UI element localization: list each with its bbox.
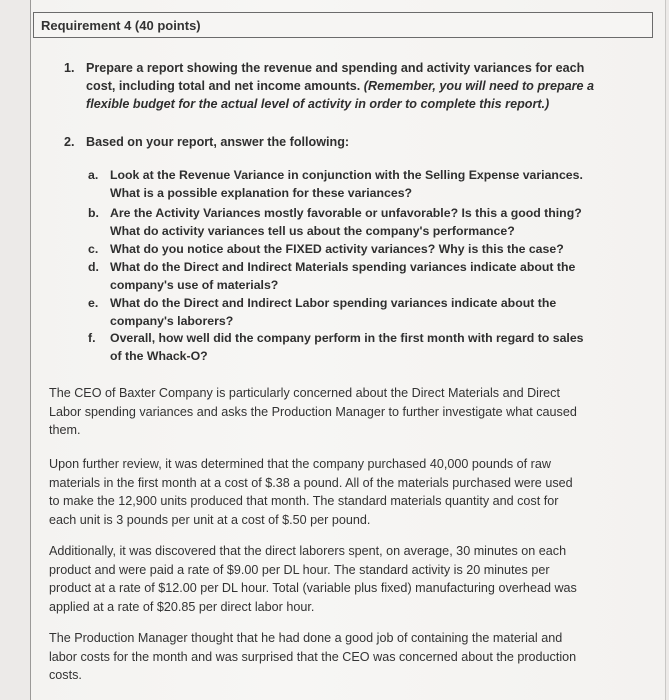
paragraph-line: costs.	[49, 668, 82, 682]
paragraph-line: them.	[49, 423, 81, 437]
paragraph-line: applied at a rate of $20.85 per direct labor hour.	[49, 599, 315, 614]
sub-question-letter: d.	[88, 260, 99, 274]
question-1	[64, 59, 654, 115]
requirement-header	[33, 12, 653, 38]
question-number: 1.	[64, 61, 75, 75]
question-number: 2.	[64, 135, 75, 149]
paragraph-materials-review	[49, 455, 573, 529]
sub-question-line: What do the Direct and Indirect Materials spending variances indicate about the	[110, 260, 576, 274]
sub-question-line: of the Whack-O?	[110, 348, 208, 363]
paragraph-line: The Production Manager thought that he had done a good job of containing the material and	[49, 631, 563, 645]
sub-question-letter: f.	[88, 331, 96, 345]
question-line: cost, including total and net income amounts.	[86, 79, 361, 93]
paragraph-ceo-concern	[49, 384, 577, 440]
paragraph-line: materials in the first month at a cost of $.38 a pound. All of the materials purchased were used	[49, 475, 573, 490]
sub-question-line: company's use of materials?	[110, 277, 279, 292]
sub-question-letter: b.	[88, 206, 99, 220]
paragraph-line: to make the 12,900 units produced that month. The standard materials quantity and cost for	[49, 494, 559, 508]
sub-question-letter: c.	[88, 242, 99, 256]
paragraph-line: labor costs for the month and was surprised that the CEO was concerned about the production	[49, 649, 577, 664]
paragraph-line: Upon further review, it was determined that the company purchased 40,000 pounds of raw	[49, 457, 551, 471]
sub-question-line: What is a possible explanation for these variances?	[110, 185, 413, 200]
paragraph-labor-review	[49, 542, 577, 616]
question-line-mixed	[86, 77, 594, 95]
sub-question-letter: e.	[88, 296, 99, 310]
question-line: Based on your report, answer the following:	[86, 135, 350, 149]
sub-question-letter: a.	[88, 168, 99, 182]
sub-question-line: What do activity variances tell us about the company's performance?	[110, 223, 515, 238]
paragraph-line: product and were paid a rate of $9.00 per DL hour. The standard activity is 20 minutes per	[49, 562, 550, 577]
question-2	[64, 133, 654, 153]
question-italic-note: (Remember, you will need to prepare a	[363, 79, 595, 93]
sub-question-line: Overall, how well did the company perform in the first month with regard to sales	[110, 331, 584, 345]
question-line: flexible budget for the actual level of activity in order to complete this report.)	[86, 97, 550, 111]
paragraph-line: each unit is 3 pounds per unit at a cost of $.50 per pound.	[49, 512, 371, 527]
paragraph-line: The CEO of Baxter Company is particularly concerned about the Direct Materials and Direct	[49, 386, 560, 400]
sub-question-line: company's laborers?	[110, 313, 234, 328]
sub-question-line: What do the Direct and Indirect Labor spending variances indicate about the	[110, 296, 557, 310]
sub-question-line: Are the Activity Variances mostly favorable or unfavorable? Is this a good thing?	[110, 206, 582, 220]
paragraph-line: Additionally, it was discovered that the direct laborers spent, on average, 30 minutes on each	[49, 544, 567, 558]
question-line: Prepare a report showing the revenue and spending and activity variances for each	[86, 61, 585, 75]
paragraph-production-manager	[49, 629, 576, 685]
requirement-title: Requirement 4 (40 points)	[41, 18, 201, 33]
sub-question-line: What do you notice about the FIXED activity variances? Why is this the case?	[110, 242, 564, 256]
question-line-italic	[86, 95, 594, 113]
sub-question-line: Look at the Revenue Variance in conjunction with the Selling Expense variances.	[110, 168, 583, 182]
paragraph-line: Labor spending variances and asks the Production Manager to further investigate what caused	[49, 404, 577, 419]
paragraph-line: product at a rate of $12.00 per DL hour. Total (variable plus fixed) manufacturing overhead was	[49, 581, 577, 595]
